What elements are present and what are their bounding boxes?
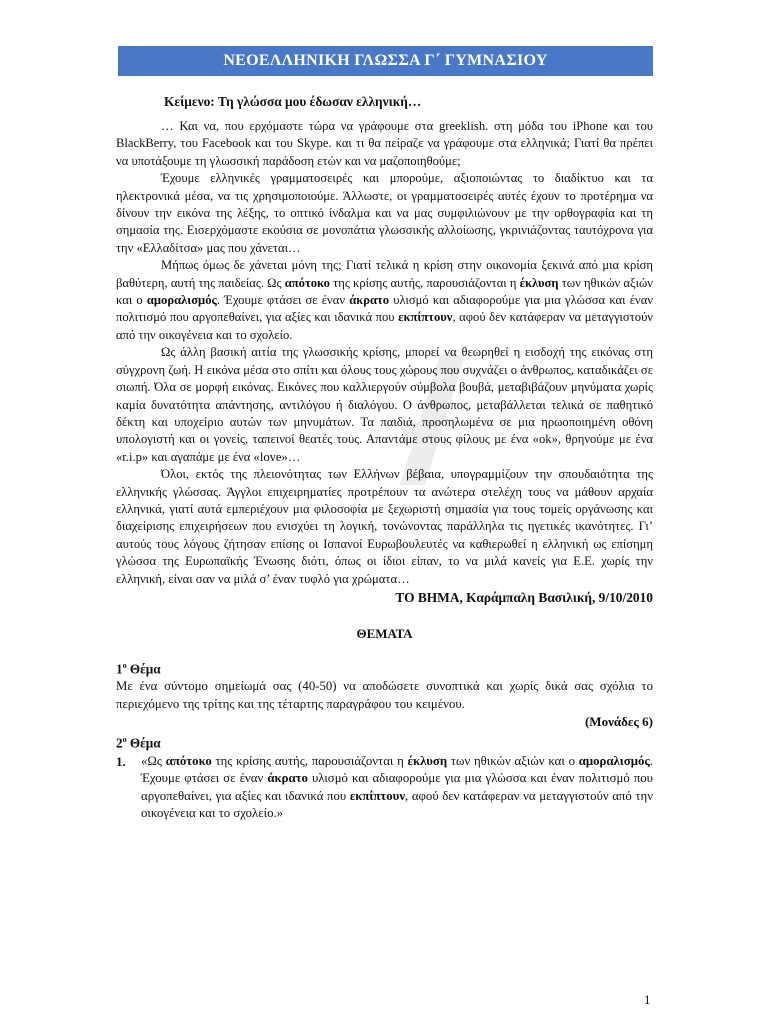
text-source: ΤΟ ΒΗΜΑ, Καράμπαλη Βασιλική, 9/10/2010 bbox=[395, 589, 653, 605]
keyword-amoralismos: αμοραλισμός bbox=[146, 293, 217, 308]
paragraph-5: Όλοι, εκτός της πλειονότητας των Ελλήνων βέβαια, υπογραμμίζουν την σπουδαιότητα της ελληνικής γλώσσας. Άγγλοι επιχειρηματίες προτρέπουν τα ανώτερα στελέχη τους να μάθουν αρχαία ελληνικά, γιατί αυτά εμπεριέχουν μια φιλοσοφία με ξεχωριστή σημασία για τους τομείς οργάνωσης και διαχείρισης επιχειρήσεων που ενισχύει τη λογική, τονώνοντας παράλληλα τις ηγετικές ικανότητες. Γι’ αυτούς τους λόγους ζήτησαν επίσης οι Ισπανοί Ευρωβουλευτές να καθιερωθεί η ελληνική ως επίσημη γλώσσα της Ευρωπαϊκής Ένωσης διότι, όπως οι ίδιοι είπαν, το να μιλά κανείς για Ε.Ε. χωρίς την ελληνική, είναι σαν να μιλά σ’ έναν τυφλό για χρώματα… bbox=[116, 467, 653, 586]
paragraph-3: Μήπως όμως δε χάνεται μόνη της; Γιατί τελικά η κρίση στην οικονομία ξεκινά από μια κρίση βαθύτερη, αυτή της παιδείας. Ως απότοκο της κρίσης αυτής, παρουσιάζονται η έκλυση των ηθικών αξιών και ο αμοραλισμός. Έχουμε φτάσει σε έναν άκρατο υλισμό και αδιαφορούμε για μια γλώσσα και έναν πολιτισμό που αργοπεθαίνει, για αξίες και ιδανικά που εκπίπτουν, αφού δεν κατάφεραν να μεταγγιστούν από την οικογένεια και το σχολείο. bbox=[116, 258, 653, 342]
text-title: Κείμενο: Τη γλώσσα μου έδωσαν ελληνική… bbox=[164, 94, 422, 109]
keyword-eklysi: έκλυση bbox=[519, 275, 559, 290]
question-1-heading: $1^o$ Θέμα bbox=[116, 660, 161, 677]
question-1-text: Με ένα σύντομο σημείωμά σας (40-50) να αποδώσετε συνοπτικά και χωρίς δικά σας σχόλια το περιεχόμενο της τρίτης και της τέταρτης παραγράφου του κειμένου. bbox=[116, 679, 653, 711]
keyword-ekpiptoun: εκπίπτουν bbox=[398, 310, 453, 325]
question-2-quote: «Ως απότοκο της κρίσης αυτής, παρουσιάζονται η έκλυση των ηθικών αξιών και ο αμοραλισμός. Έχουμε φτάσει σε έναν άκρατο υλισμό και αδιαφορούμε για μια γλώσσα και έναν πολιτισμό που αργοπεθαίνει, για αξίες και ιδανικά που εκπίπτουν, αφού δεν κατάφεραν να μεταγγιστούν από την οικογένεια και το σχολείο.» bbox=[141, 753, 653, 821]
keyword-apotoko: απότοκο bbox=[284, 275, 330, 290]
question-2-heading: $2^o$ Θέμα bbox=[116, 735, 161, 751]
text-body bbox=[116, 118, 653, 588]
question-1-points: (Μονάδες 6) bbox=[584, 714, 653, 730]
item-number: 1. bbox=[116, 753, 126, 769]
keyword-akrato: άκρατο bbox=[349, 293, 390, 308]
document-banner: ΝΕΟΕΛΛΗΝΙΚΗ ΓΛΩΣΣΑ Γ΄ ΓΥΜΝΑΣΙΟΥ bbox=[118, 46, 653, 76]
paragraph-4: Ως άλλη βασική αιτία της γλωσσικής κρίσης, μπορεί να θεωρηθεί η εισδοχή της εικόνας στη σύγχρονη ζωή. Η εικόνα μέσα στο σπίτι και όλους τους χώρους που συχνάζει ο άνθρωπος, καταδικάζει σε σιωπή. Όλα σε μορφή εικόνας. Εικόνες που καλλιεργούν σύμβολα βουβά, μεταβιβάζουν μηνύματα χωρίς καμία δυνατότητα απάντησης, αντιλόγου ή διαλόγου. Ο άνθρωπος, μεταβάλλεται τελικά σε παθητικό δέκτη και υποχείριο αυτών των μηνυμάτων. Τα παιδιά, προσηλωμένα σε μια ηρωοποιημένη οθόνη υπολογιστή και οι γονείς, ταπεινοί θεατές τους. Απαντάμε στους φίλους με ένα «ok», θρηνούμε με ένα «r.i.p» και αγαπάμε με ένα «love»… bbox=[116, 345, 653, 464]
document-page bbox=[116, 92, 653, 823]
questions-heading: ΘΕΜΑΤΑ bbox=[356, 625, 413, 641]
question-2-item-1 bbox=[116, 753, 653, 823]
paragraph-2: Έχουμε ελληνικές γραμματοσειρές και μπορούμε, αξιοποιώντας το διαδίκτυο και τα ηλεκτρονικά μέσα, να τις χρησιμοποιούμε. Άλλωστε, οι γραμματοσειρές αυτές έχουν το προτέρημα να δίνουν την εικόνα της λέξης, το οπτικό ίνδαλμα και να μας συμφιλιώνουν με την ορθογραφία και τη σημασία της. Εισερχόμαστε εκούσια σε μονοπάτια γλωσσικής αλλοίωσης, γκρινιάζοντας ταυτόχρονα για την «Ελλαδίτσα» μας που χάνεται… bbox=[116, 171, 653, 255]
page-number: 1 bbox=[644, 992, 651, 1007]
paragraph-1: … Και να, που ερχόμαστε τώρα να γράφουμε στα greeklish. στη μόδα του iPhone και του BlackBerry, του Facebook και του Skype. και τι θα πείραζε να γράφουμε στα ελληνικά; Γιατί θα πρέπει να υποτάξουμε τη γλωσσική παράδοση ετών και να μαζοποιηθούμε; bbox=[116, 119, 653, 168]
